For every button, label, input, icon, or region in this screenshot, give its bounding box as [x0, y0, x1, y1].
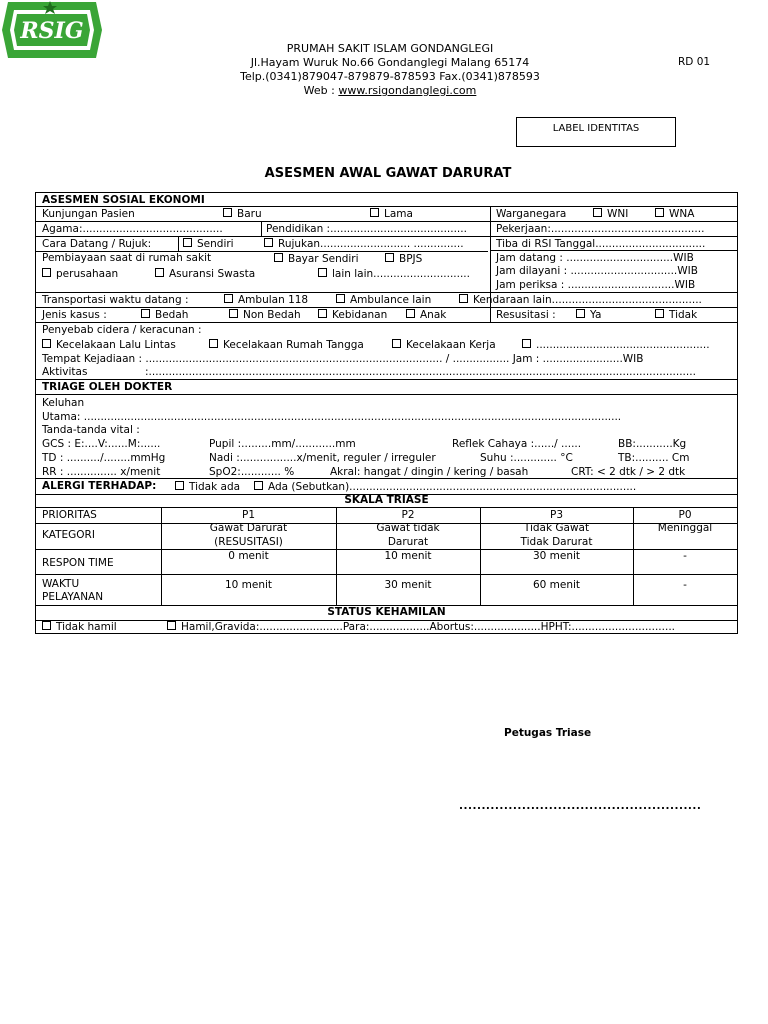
waktu-pelayanan-label-1: WAKTU	[42, 578, 80, 590]
aktivitas-field[interactable]: :....................................................................................................................................................................	[145, 366, 696, 378]
petugas-triase-label: Petugas Triase	[504, 727, 592, 739]
kategori-p1-line2: (RESUSITASI)	[214, 536, 283, 548]
cara-datang-label: Cara Datang / Rujuk:	[42, 238, 152, 250]
bedah-checkbox[interactable]: Bedah	[141, 309, 188, 322]
kecelakaan-kerja-checkbox[interactable]: Kecelakaan Kerja	[392, 339, 496, 352]
aktivitas-label: Aktivitas	[42, 366, 88, 378]
tidak-hamil-checkbox[interactable]: Tidak hamil	[42, 621, 117, 634]
p1-header: P1	[241, 509, 255, 521]
bpjs-checkbox[interactable]: BPJS	[385, 253, 422, 266]
tanda-vital-label: Tanda-tanda vital :	[42, 424, 140, 436]
hospital-logo	[0, 0, 104, 60]
tiba-field[interactable]: Tiba di RSI Tanggal.................................	[496, 238, 706, 250]
p0-header: P0	[678, 509, 692, 521]
logo-text: RSIG	[20, 18, 84, 44]
kategori-p1-line1: Gawat Darurat	[209, 522, 288, 534]
kategori-p0: Meninggal	[657, 522, 713, 534]
pembiayaan-label: Pembiayaan saat di rumah sakit	[42, 252, 212, 264]
respon-time-label: RESPON TIME	[42, 557, 114, 569]
org-address: Jl.Hayam Wuruk No.66 Gondanglegi Malang 65174	[250, 56, 530, 69]
jenis-kasus-label: Jenis kasus :	[42, 309, 107, 321]
kategori-label: KATEGORI	[42, 529, 95, 541]
waktu-p2: 30 menit	[384, 579, 432, 591]
section-status-kehamilan: STATUS KEHAMILAN	[327, 606, 446, 618]
alergi-tidak-ada-checkbox[interactable]: Tidak ada	[175, 481, 240, 494]
respon-p1: 0 menit	[228, 550, 269, 562]
crt-field[interactable]: CRT: < 2 dtk / > 2 dtk	[571, 466, 686, 478]
keluhan-label: Keluhan	[42, 397, 85, 409]
wna-checkbox[interactable]: WNA	[655, 208, 694, 221]
kunjungan-lama-checkbox[interactable]: Lama	[370, 208, 413, 221]
org-phone: Telp.(0341)879047-879879-878593 Fax.(0341)878593	[240, 70, 540, 83]
section-sosial-ekonomi: ASESMEN SOSIAL EKONOMI	[42, 194, 205, 206]
sendiri-checkbox[interactable]: Sendiri	[183, 238, 234, 251]
penyebab-lainnya-checkbox[interactable]: ....................................................	[522, 339, 710, 352]
kunjungan-label: Kunjungan Pasien	[42, 208, 135, 220]
assessment-form	[35, 192, 738, 634]
warganegara-label: Warganegara	[496, 208, 567, 220]
waktu-p1: 10 menit	[224, 579, 273, 591]
td-field[interactable]: TD : ........../........mmHg	[42, 452, 166, 464]
kategori-p2-line2: Darurat	[387, 536, 429, 548]
jam-periksa-field[interactable]: Jam periksa : ................................WIB	[496, 279, 696, 291]
pupil-field[interactable]: Pupil :.........mm/............mm	[209, 438, 356, 450]
section-triage: TRIAGE OLEH DOKTER	[42, 381, 173, 393]
label-identitas-box: LABEL IDENTITAS	[516, 117, 676, 147]
anak-checkbox[interactable]: Anak	[406, 309, 446, 322]
p2-header: P2	[401, 509, 415, 521]
kategori-p2-line1: Gawat tidak	[376, 522, 440, 534]
alergi-label: ALERGI TERHADAP:	[42, 480, 157, 492]
kategori-p3-line1: Tidak Gawat	[523, 522, 590, 534]
penyebab-label: Penyebab cidera / keracunan :	[42, 324, 202, 336]
pendidikan-field[interactable]: Pendidikan :.........................................	[266, 223, 467, 235]
resusitasi-ya-checkbox[interactable]: Ya	[576, 309, 601, 322]
form-code: RD 01	[678, 56, 711, 68]
waktu-pelayanan-label-2: PELAYANAN	[42, 591, 104, 603]
reflek-cahaya-field[interactable]: Reflek Cahaya :....../ ......	[452, 438, 582, 450]
krt-checkbox[interactable]: Kecelakaan Rumah Tangga	[209, 339, 364, 352]
asuransi-swasta-checkbox[interactable]: Asuransi Swasta	[155, 268, 255, 281]
kendaraan-lain-checkbox[interactable]: Kendaraan lain.............................................	[459, 294, 702, 307]
ambulan-118-checkbox[interactable]: Ambulan 118	[224, 294, 308, 307]
rr-field[interactable]: RR : ............... x/menit	[42, 466, 161, 478]
keluhan-utama-field[interactable]: Utama: .................................................................................................................................................................	[42, 411, 622, 423]
prioritas-label: PRIORITAS	[42, 509, 97, 521]
hamil-checkbox[interactable]: Hamil,Gravida:.........................Para:..................Abortus:....................HPHT:...............................	[167, 621, 675, 634]
suhu-field[interactable]: Suhu :............. °C	[480, 452, 573, 464]
transportasi-label: Transportasi waktu datang :	[42, 294, 189, 306]
alergi-ada-checkbox[interactable]: Ada (Sebutkan)......................................................................................	[254, 481, 636, 494]
section-skala-triase: SKALA TRIASE	[344, 494, 429, 506]
waktu-p3: 60 menit	[532, 579, 581, 591]
resusitasi-label: Resusitasi :	[496, 309, 556, 321]
tempat-kejadian-field[interactable]: Tempat Kejadiaan : ......................................................................................... / ................. Jam : ........................WIB	[42, 353, 644, 365]
jam-datang-field[interactable]: Jam datang : ................................WIB	[496, 252, 694, 264]
agama-field[interactable]: Agama:..........................................	[42, 223, 223, 235]
respon-p0: -	[683, 550, 687, 562]
kebidanan-checkbox[interactable]: Kebidanan	[318, 309, 387, 322]
respon-p2: 10 menit	[384, 550, 432, 562]
perusahaan-checkbox[interactable]: perusahaan	[42, 268, 118, 281]
wni-checkbox[interactable]: WNI	[593, 208, 628, 221]
nadi-field[interactable]: Nadi :.................x/menit, reguler / irreguler	[209, 452, 436, 464]
web-label: Web :	[303, 84, 339, 97]
org-name: PRUMAH SAKIT ISLAM GONDANGLEGI	[286, 42, 494, 55]
spo2-field[interactable]: SpO2:............ %	[209, 466, 295, 478]
bb-field[interactable]: BB:...........Kg	[618, 438, 687, 450]
form-title: ASESMEN AWAL GAWAT DARURAT	[264, 166, 512, 181]
ambulance-lain-checkbox[interactable]: Ambulance lain	[336, 294, 431, 307]
p3-header: P3	[549, 509, 563, 521]
web-link[interactable]: www.rsigondanglegi.com	[338, 84, 477, 97]
rujukan-checkbox[interactable]: Rujukan........................... ...............	[264, 238, 464, 251]
kunjungan-baru-checkbox[interactable]: Baru	[223, 208, 262, 221]
bayar-sendiri-checkbox[interactable]: Bayar Sendiri	[274, 253, 359, 266]
gcs-field[interactable]: GCS : E:....V:......M:......	[42, 438, 161, 450]
respon-p3: 30 menit	[532, 550, 581, 562]
kategori-p3-line2: Tidak Darurat	[520, 536, 593, 548]
jam-dilayani-field[interactable]: Jam dilayani : ................................WIB	[496, 265, 698, 277]
akral-field[interactable]: Akral: hangat / dingin / kering / basah	[330, 466, 529, 478]
pekerjaan-field[interactable]: Pekerjaan:..............................................	[496, 223, 705, 235]
kll-checkbox[interactable]: Kecelakaan Lalu Lintas	[42, 339, 176, 352]
resusitasi-tidak-checkbox[interactable]: Tidak	[655, 309, 697, 322]
tb-field[interactable]: TB:.......... Cm	[618, 452, 690, 464]
non-bedah-checkbox[interactable]: Non Bedah	[229, 309, 301, 322]
lain-lain-checkbox[interactable]: lain lain.............................	[318, 268, 470, 281]
waktu-p0: -	[683, 579, 687, 591]
petugas-signature-field[interactable]: ......................................................	[459, 800, 702, 812]
org-web	[230, 84, 550, 98]
